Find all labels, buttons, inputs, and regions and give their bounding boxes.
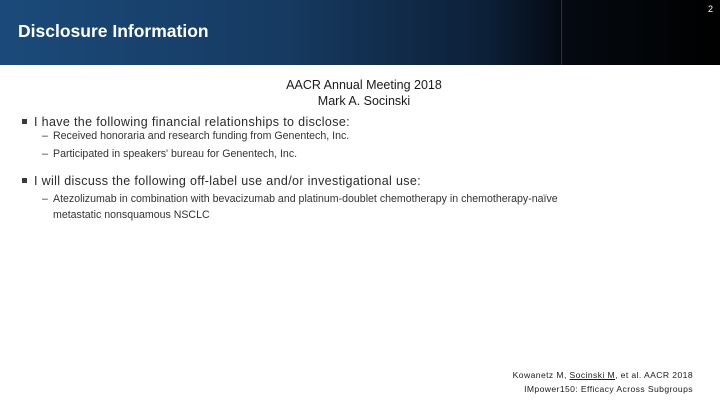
bullet-square-icon — [22, 119, 27, 124]
bullet-square-icon — [22, 178, 27, 183]
subitem-text-continued: metastatic nonsquamous NSCLC — [53, 208, 210, 221]
subitem-text: Received honoraria and research funding from Genentech, Inc. — [53, 130, 350, 142]
dash-icon: – — [42, 130, 48, 142]
bullet-text: I have the following financial relationships to disclose: — [34, 115, 350, 129]
subitem-text: Participated in speakers' bureau for Genentech, Inc. — [53, 148, 298, 160]
subitem-text: Atezolizumab in combination with bevacizumab and platinum-doublet chemotherapy in chemotherapy-naïve — [53, 193, 558, 205]
slide-number: 2 — [707, 4, 713, 14]
presenter-name: Mark A. Socinski — [317, 93, 411, 108]
slide-title: Disclosure Information — [18, 21, 209, 41]
header-divider — [561, 0, 562, 65]
bullet-off-label — [22, 174, 421, 188]
footnote-citation — [513, 368, 693, 396]
subitem-honoraria — [42, 129, 349, 145]
subitem-atezolizumab — [42, 192, 558, 223]
dash-icon: – — [42, 193, 48, 205]
citation-authors-suffix: , et al. AACR 2018 — [615, 370, 693, 380]
bullet-text: I will discuss the following off-label use and/or investigational use: — [34, 174, 421, 188]
citation-study: IMpower150: Efficacy Across Subgroups — [524, 384, 693, 394]
subitem-speakers-bureau — [42, 147, 297, 163]
meeting-info — [0, 78, 720, 109]
citation-authors-prefix: Kowanetz M, — [512, 370, 570, 380]
bullet-financial — [22, 115, 350, 129]
citation-presenter: Socinski M — [569, 370, 616, 380]
meeting-name: AACR Annual Meeting 2018 — [286, 78, 442, 92]
header-band — [0, 0, 720, 65]
citation-authors — [513, 368, 693, 382]
dash-icon: – — [42, 148, 48, 160]
